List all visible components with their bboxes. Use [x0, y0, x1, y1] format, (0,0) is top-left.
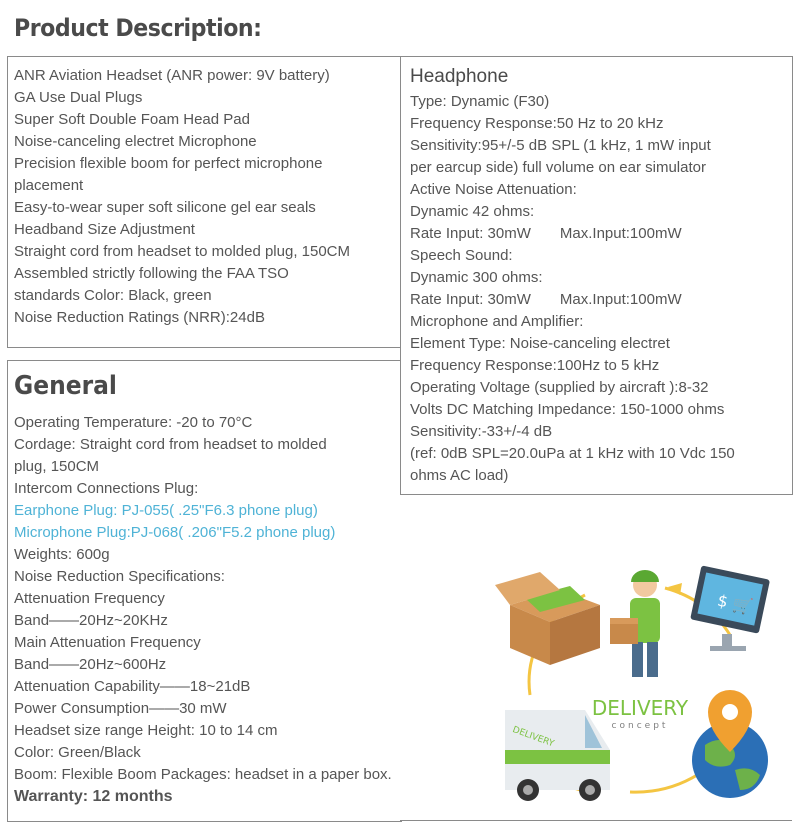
earphone-plug-text: Earphone Plug: PJ-055( .25"F6.3 phone plug)	[14, 502, 318, 519]
spec-line: Operating Temperature: -20 to 70°C	[14, 414, 253, 431]
rate-input: Rate Input: 30mW	[410, 291, 531, 308]
spec-line	[410, 289, 735, 311]
general-heading: General	[14, 371, 117, 401]
spec-line: Noise Reduction Specifications:	[14, 568, 225, 585]
spec-line: (ref: 0dB SPL=20.0uPa at 1 kHz with 10 Vdc 150	[410, 445, 735, 462]
warranty-text: Warranty: 12 months	[14, 788, 173, 805]
delivery-title: DELIVERY	[591, 696, 689, 720]
headphone-box	[400, 56, 793, 495]
delivery-man-icon	[610, 570, 660, 677]
spec-line: Attenuation Frequency	[14, 590, 165, 607]
spec-line: Weights: 600g	[14, 546, 110, 563]
feature-line: Super Soft Double Foam Head Pad	[14, 111, 250, 128]
divider	[400, 820, 792, 821]
svg-text:$ 🛒: $ 🛒	[715, 590, 755, 617]
max-input: Max.Input:100mW	[559, 291, 682, 308]
spec-line: per earcup side) full volume on ear simulator	[410, 159, 706, 176]
spec-line: Frequency Response:50 Hz to 20 kHz	[410, 115, 664, 132]
feature-line: Precision flexible boom for perfect microphone	[14, 155, 323, 172]
features-box	[7, 56, 406, 348]
microphone-plug-text: Microphone Plug:PJ-068( .206"F5.2 phone plug)	[14, 524, 336, 541]
spec-line: Cordage: Straight cord from headset to molded	[14, 436, 327, 453]
feature-line: Easy-to-wear super soft silicone gel ear seals	[14, 199, 316, 216]
van-label: DELIVERY	[511, 725, 556, 750]
spec-line: Operating Voltage (supplied by aircraft ):8-32	[410, 379, 709, 396]
spec-line: Main Attenuation Frequency	[14, 634, 201, 651]
max-input: Max.Input:100mW	[559, 225, 682, 242]
globe-pin-icon	[692, 690, 768, 798]
feature-line: ANR Aviation Headset (ANR power: 9V battery)	[14, 67, 330, 84]
rate-input: Rate Input: 30mW	[410, 225, 531, 242]
spec-line: Band——20Hz~20KHz	[14, 612, 168, 629]
spec-line: plug, 150CM	[14, 458, 100, 475]
spec-line: Microphone and Amplifier:	[410, 313, 584, 330]
general-box	[7, 360, 402, 822]
van-icon	[505, 710, 610, 801]
spec-line: Boom: Flexible Boom Packages: headset in a paper box.	[14, 766, 392, 783]
spec-line: Speech Sound:	[410, 247, 513, 264]
headphone-heading: Headphone	[410, 66, 509, 87]
spec-line: Type: Dynamic (F30)	[410, 93, 550, 110]
box-icon	[495, 572, 600, 665]
spec-line: Sensitivity:95+/-5 dB SPL (1 kHz, 1 mW input	[410, 137, 711, 154]
feature-line: placement	[14, 177, 84, 194]
spec-line: Power Consumption——30 mW	[14, 700, 227, 717]
spec-line: Element Type: Noise-canceling electret	[410, 335, 670, 352]
spec-line: Sensitivity:-33+/-4 dB	[410, 423, 553, 440]
spec-line: Band——20Hz~600Hz	[14, 656, 167, 673]
spec-line: Dynamic 300 ohms:	[410, 269, 543, 286]
spec-line: ohms AC load)	[410, 467, 509, 484]
spec-line: Attenuation Capability——18~21dB	[14, 678, 251, 695]
feature-line: standards Color: Black, green	[14, 287, 212, 304]
feature-line: GA Use Dual Plugs	[14, 89, 143, 106]
feature-line: Straight cord from headset to molded plug, 150CM	[14, 243, 351, 260]
spec-line: Dynamic 42 ohms:	[410, 203, 535, 220]
delivery-illustration	[490, 560, 780, 810]
page-title: Product Description:	[14, 14, 262, 42]
feature-line: Noise-canceling electret Microphone	[14, 133, 257, 150]
delivery-subtitle: concept	[611, 721, 669, 731]
monitor-icon	[690, 565, 770, 651]
spec-line: Active Noise Attenuation:	[410, 181, 577, 198]
spec-line: Color: Green/Black	[14, 744, 141, 761]
spec-line: Frequency Response:100Hz to 5 kHz	[410, 357, 660, 374]
spec-line: Headset size range Height: 10 to 14 cm	[14, 722, 278, 739]
feature-line: Assembled strictly following the FAA TSO	[14, 265, 289, 282]
spec-line	[410, 223, 735, 245]
spec-line: Volts DC Matching Impedance: 150-1000 ohms	[410, 401, 725, 418]
feature-line: Headband Size Adjustment	[14, 221, 195, 238]
spec-line: Intercom Connections Plug:	[14, 480, 199, 497]
feature-line: Noise Reduction Ratings (NRR):24dB	[14, 309, 265, 326]
